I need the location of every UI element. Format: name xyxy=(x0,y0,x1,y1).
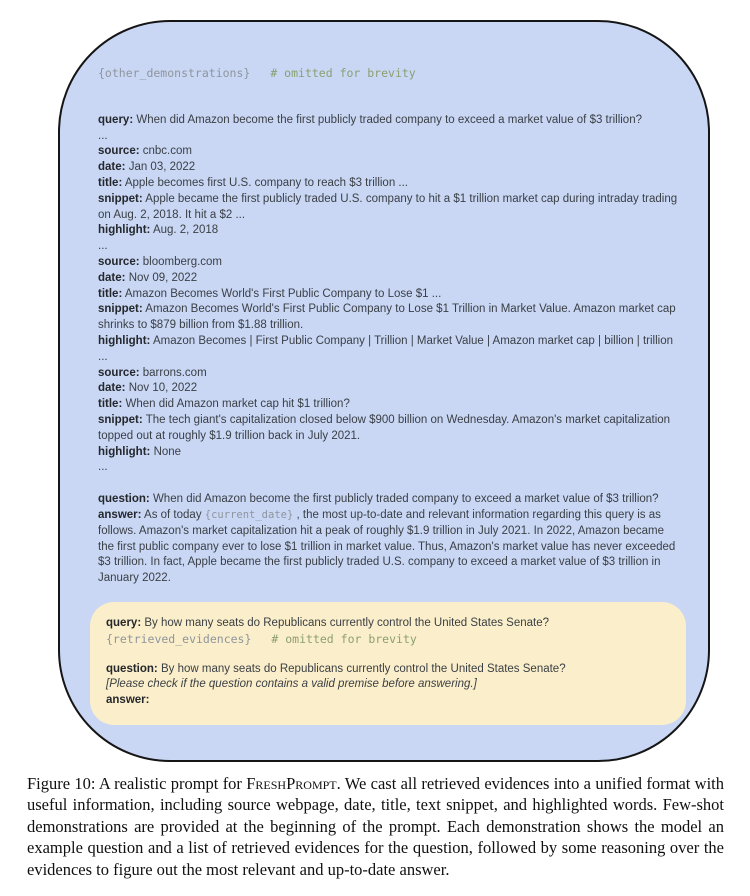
question-label: question: xyxy=(98,493,150,506)
ellipsis-line: ... xyxy=(98,129,108,142)
current-date-placeholder: {current_date} xyxy=(204,508,294,521)
demo-question-text: When did Amazon become the first publicly traded company to exceed a market value of $3 trillion? xyxy=(152,493,659,506)
source-label: source: xyxy=(98,255,140,268)
evidence-source-line xyxy=(98,366,678,382)
evidence-date-value: Jan 03, 2022 xyxy=(128,161,196,174)
source-label: source: xyxy=(98,366,140,379)
evidence-highlight-line xyxy=(98,223,678,239)
evidence-title-line xyxy=(98,287,678,303)
omitted-for-brevity-comment: # omitted for brevity xyxy=(271,631,417,646)
new-query-text: By how many seats do Republicans currently control the United States Senate? xyxy=(144,616,549,629)
new-answer-line xyxy=(106,693,668,709)
new-question-box xyxy=(90,602,686,725)
evidence-snippet-value: The tech giant's capitalization closed below $900 billion on Wednesday. Amazon's market capitalization topped out at roughly $1.9 trillion back in July 2021. xyxy=(98,413,671,442)
evidence-block-3 xyxy=(98,366,678,477)
demo-answer-line xyxy=(98,508,678,587)
other-demonstrations-placeholder: {other_demonstrations} xyxy=(98,66,251,80)
snippet-label: snippet: xyxy=(98,413,143,426)
prompt-content xyxy=(60,22,708,725)
omitted-for-brevity-comment: # omitted for brevity xyxy=(270,66,416,80)
date-label: date: xyxy=(98,161,126,174)
evidence-block-2 xyxy=(98,255,678,366)
query-label: query: xyxy=(98,113,134,126)
evidence-snippet-value: Apple became the first publicly traded U.S. company to hit a $1 trillion market cap during intraday trading on Aug. 2, 2018. It hit a $2 ... xyxy=(98,192,678,221)
title-label: title: xyxy=(98,176,123,189)
new-question-line xyxy=(106,662,668,678)
evidence-date-value: Nov 10, 2022 xyxy=(128,382,198,395)
evidence-highlight-value: None xyxy=(153,445,182,458)
highlight-label: highlight: xyxy=(98,224,151,237)
retrieved-evidences-line xyxy=(106,632,668,648)
evidence-source-value: bloomberg.com xyxy=(142,255,223,268)
date-label: date: xyxy=(98,382,126,395)
evidence-snippet-line xyxy=(98,302,678,334)
evidence-date-line xyxy=(98,271,678,287)
date-label: date: xyxy=(98,271,126,284)
answer-label: answer: xyxy=(98,508,142,521)
answer-label: answer: xyxy=(106,694,150,707)
highlight-label: highlight: xyxy=(98,334,151,347)
snippet-label: snippet: xyxy=(98,303,143,316)
title-label: title: xyxy=(98,398,123,411)
evidence-highlight-line xyxy=(98,334,678,350)
evidence-title-line xyxy=(98,176,678,192)
evidence-title-line xyxy=(98,397,678,413)
evidence-title-value: Amazon Becomes World's First Public Company to Lose $1 ... xyxy=(124,287,442,300)
demo-question-answer-block xyxy=(98,492,678,587)
demo-question-line xyxy=(98,492,678,508)
query-label: query: xyxy=(106,616,142,629)
evidence-title-value: Apple becomes first U.S. company to reach $3 trillion ... xyxy=(124,176,408,189)
caption-prefix: Figure 10: A realistic prompt for xyxy=(27,774,242,793)
evidence-source-line xyxy=(98,255,678,271)
demo-answer-prefix: As of today xyxy=(144,508,202,521)
retrieved-evidences-placeholder: {retrieved_evidences} xyxy=(106,631,252,646)
evidence-highlight-value: Amazon Becomes | First Public Company | Trillion | Market Value | Amazon market cap | billion | trillion xyxy=(152,334,674,347)
ellipsis-line: ... xyxy=(98,350,108,363)
figure-caption xyxy=(27,773,724,880)
new-query-line xyxy=(106,616,668,632)
other-demonstrations-line xyxy=(98,66,678,82)
evidence-block-1 xyxy=(98,144,678,255)
evidence-title-value: When did Amazon market cap hit $1 trillion? xyxy=(125,398,350,411)
snippet-label: snippet: xyxy=(98,192,143,205)
evidence-highlight-line xyxy=(98,445,678,461)
demo-query-line xyxy=(98,113,678,129)
demo-query-text: When did Amazon become the first publicly traded company to exceed a market value of $3 trillion? xyxy=(136,113,642,126)
source-label: source: xyxy=(98,145,140,158)
freshprompt-prompt-container xyxy=(58,20,710,762)
evidence-source-value: cnbc.com xyxy=(142,145,192,158)
premise-check-note: [Please check if the question contains a valid premise before answering.] xyxy=(106,678,477,691)
evidence-snippet-line xyxy=(98,192,678,224)
new-question-text: By how many seats do Republicans currently control the United States Senate? xyxy=(160,662,566,675)
evidence-source-value: barrons.com xyxy=(142,366,207,379)
caption-suffix: . We cast all retrieved evidences into a unified format with useful information, including source webpage, date, title, text snippet, and highlighted words. Few-shot demonstrations are provided at the beginning of the prompt. Each demonstration shows the model an example question and a list of retrieved evidences for the question, followed by some reasoning over the evidences to figure out the most relevant and up-to-date answer. xyxy=(27,774,724,879)
evidence-date-line xyxy=(98,381,678,397)
title-label: title: xyxy=(98,287,123,300)
demo-answer-suffix: , the most up-to-date and relevant information regarding this query is as follows. Amazon's market capitalization hit a peak of roughly $1.9 trillion in July 2021. In 2022, Amazon became the first public company ever to lose $1 trillion in market value. Thus, Amazon's market value has never exceeded $3 trillion. In fact, Apple became the first publicly traded U.S. company to exceed a market value of $3 trillion in January 2022. xyxy=(98,508,676,585)
evidence-snippet-line xyxy=(98,413,678,445)
evidence-highlight-value: Aug. 2, 2018 xyxy=(152,224,219,237)
evidence-date-value: Nov 09, 2022 xyxy=(128,271,198,284)
question-label: question: xyxy=(106,662,158,675)
caption-brand-name: FreshPrompt xyxy=(246,774,337,793)
ellipsis-line: ... xyxy=(98,461,108,474)
ellipsis-line: ... xyxy=(98,240,108,253)
evidence-date-line xyxy=(98,160,678,176)
evidence-source-line xyxy=(98,144,678,160)
highlight-label: highlight: xyxy=(98,445,151,458)
evidence-snippet-value: Amazon Becomes World's First Public Company to Lose $1 Trillion in Market Value. Amazon market cap shrinks to $879 billion from $1.88 trillion. xyxy=(98,303,676,332)
